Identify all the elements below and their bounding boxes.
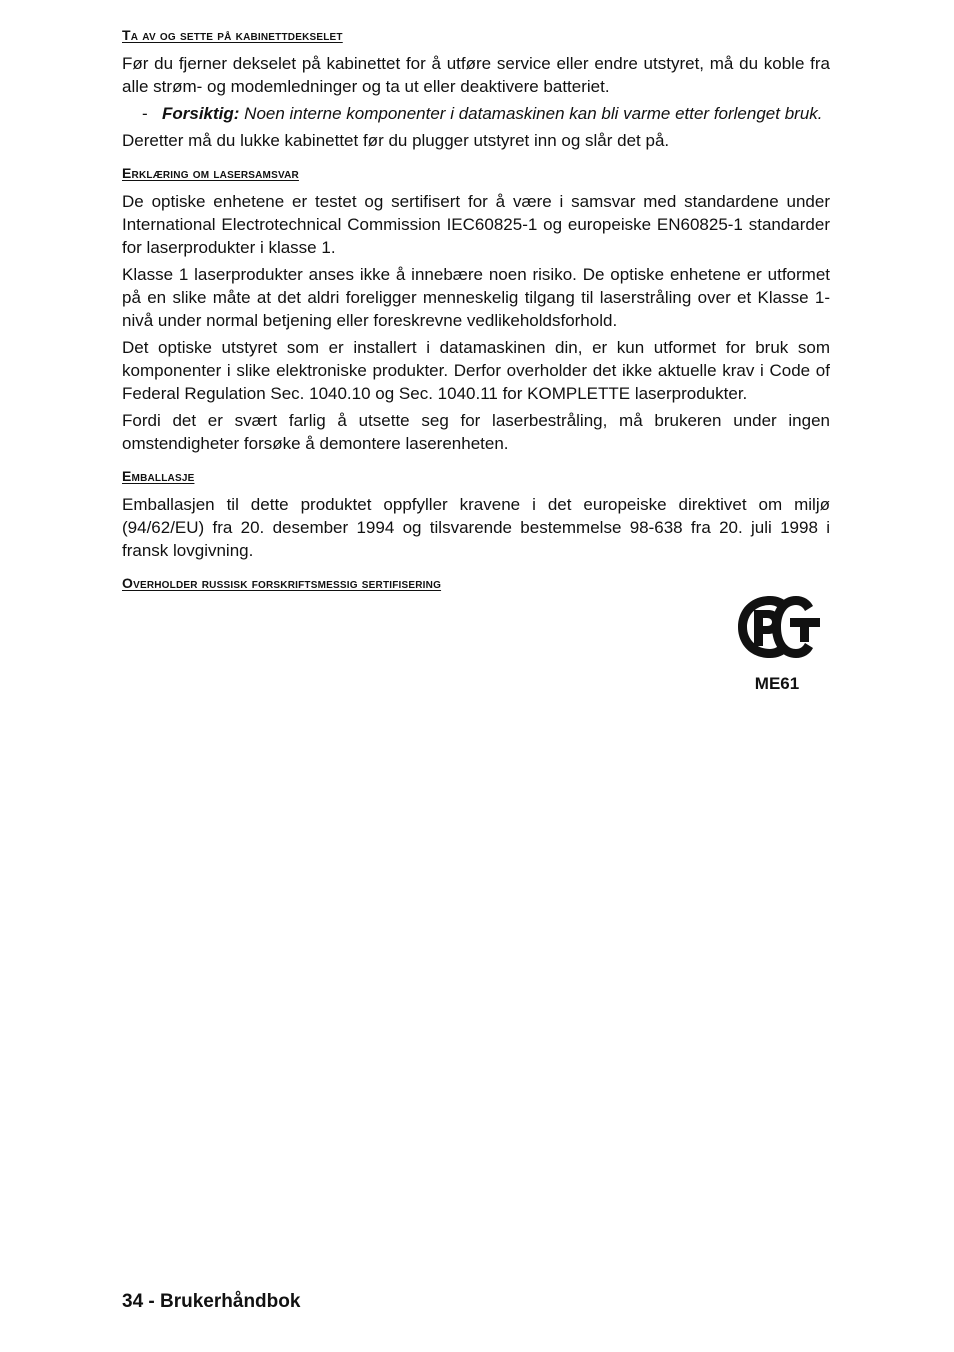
certification-block — [728, 592, 828, 694]
caution-text: Noen interne komponenter i datamaskinen kan bli varme etter forlenget bruk. — [239, 104, 823, 123]
certification-code: ME61 — [754, 674, 800, 693]
laser-paragraph-3: Det optiske utstyret som er installert i datamaskinen din, er kun utformet for bruk som komponenter i slike elektroniske produkter. Derfor overholder det ikke aktuelle krav i Code of Federal Regulation Sec. 1040.10 og Sec. 1040.11 for KOMPLETTE laserprodukter. — [122, 338, 830, 403]
page-footer: 34 - Brukerhåndbok — [122, 1291, 301, 1312]
section-heading-laser: Erklæring om lasersamsvar — [122, 165, 299, 181]
packaging-paragraph-1: Emballasjen til dette produktet oppfyller kravene i det europeiske direktivet om miljø (94/62/EU) fra 20. desember 1994 og tilsvarende bestemmelse 98-638 fra 20. juli 1998 i fransk lovgivning. — [122, 495, 830, 560]
page-content — [122, 26, 830, 600]
laser-paragraph-4: Fordi det er svært farlig å utsette seg for laserbestråling, må brukeren under ingen omstendigheter forsøke å demontere laserenheten. — [122, 411, 830, 453]
gost-r-certification-mark-icon — [732, 592, 824, 662]
section-heading-russian-cert: Overholder russisk forskriftsmessig sertifisering — [122, 575, 442, 591]
section-heading-cover: Ta av og sette på kabinettdekselet — [122, 27, 343, 43]
section-heading-packaging: Emballasje — [122, 468, 195, 484]
cover-paragraph-2: Deretter må du lukke kabinettet før du plugger utstyret inn og slår det på. — [122, 131, 670, 150]
bullet-dash: - — [142, 104, 148, 123]
laser-paragraph-2: Klasse 1 laserprodukter anses ikke å innebære noen risiko. De optiske enhetene er utformet på en slike måte at det aldri foreligger menneskelig tilgang til laserstråling over et Klasse 1-nivå under normal betjening eller foreskrevne vedlikeholdsforhold. — [122, 265, 830, 330]
caution-label: Forsiktig: — [162, 104, 240, 123]
caution-bullet — [122, 102, 830, 125]
laser-paragraph-1: De optiske enhetene er testet og sertifisert for å være i samsvar med standardene under International Electrotechnical Commission IEC60825-1 og europeiske EN60825-1 standarder for laserprodukter i klasse 1. — [122, 192, 830, 257]
cover-paragraph-1: Før du fjerner dekselet på kabinettet for å utføre service eller endre utstyret, må du koble fra alle strøm- og modemledninger og ta ut eller deaktivere batteriet. — [122, 54, 830, 96]
